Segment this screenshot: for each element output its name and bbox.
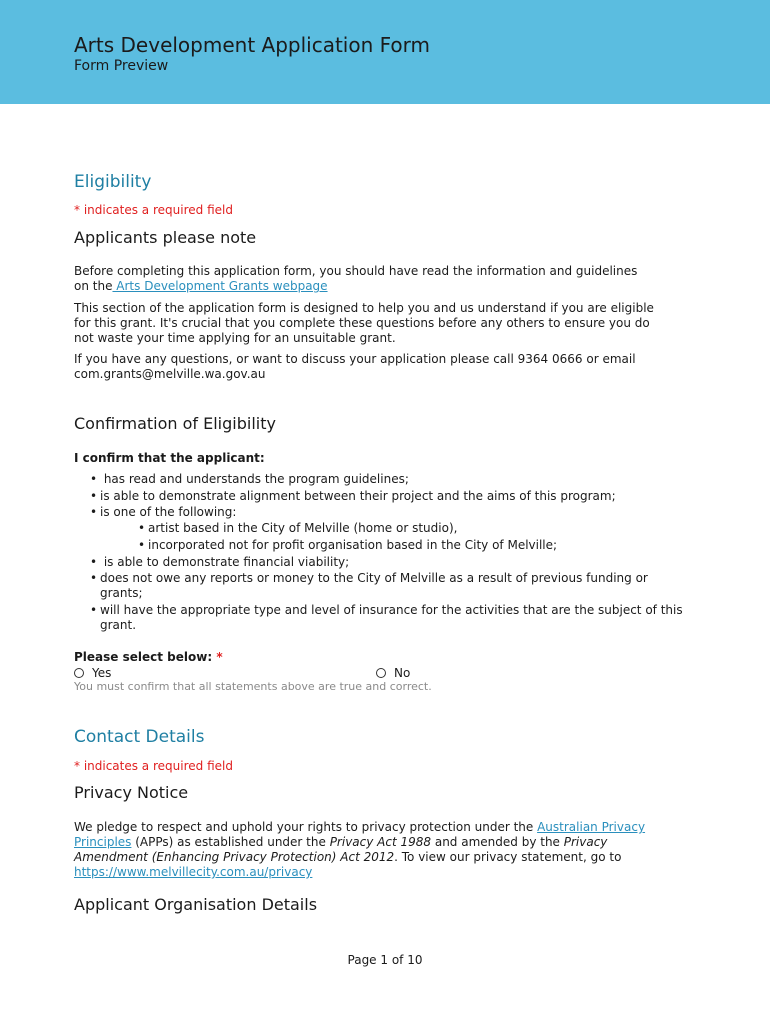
header-banner <box>0 0 770 104</box>
note-heading: Applicants please note <box>74 228 257 247</box>
privacy-text: (APPs) as established under the <box>131 835 330 849</box>
contact-title: Contact Details <box>74 727 205 747</box>
list-item: • does not owe any reports or money to the City of Melville as a result of previous funding or grants; <box>90 571 690 601</box>
grants-webpage-link[interactable]: Arts Development Grants webpage <box>112 279 328 293</box>
page-subtitle: Form Preview <box>74 58 169 74</box>
confirmation-heading: Confirmation of Eligibility <box>74 414 276 433</box>
radio-no-label: No <box>394 666 411 680</box>
radio-no[interactable] <box>376 666 410 680</box>
list-item: • is one of the following: <box>90 505 690 520</box>
privacy-amendment-act: Privacy Amendment (Enhancing Privacy Protection) Act 2012 <box>74 835 608 864</box>
app-link[interactable]: Australian Privacy Principles <box>74 820 646 849</box>
contact-paragraph: If you have any questions, or want to discuss your application please call 9364 0666 or email com.grants@melville.wa.gov.au <box>74 352 636 381</box>
required-note: * indicates a required field <box>74 759 233 773</box>
privacy-text: and amended by the <box>431 835 564 849</box>
list-item: • is able to demonstrate financial viability; <box>90 554 690 571</box>
list-item: • is able to demonstrate alignment between their project and the aims of this program; <box>90 488 690 505</box>
radio-yes-label: Yes <box>92 666 112 680</box>
eligibility-title: Eligibility <box>74 172 152 192</box>
intro-paragraph <box>74 264 654 294</box>
select-label-text: Please select below: <box>74 650 213 664</box>
purpose-paragraph: This section of the application form is designed to help you and us understand if you are eligible for this grant. It's crucial that you complete these questions before any others to ensure you do not waste your time applying for an unsuitable grant. <box>74 301 654 345</box>
required-star: * <box>216 650 223 664</box>
confirmation-intro: I confirm that the applicant: <box>74 451 265 465</box>
eligibility-list <box>90 471 690 635</box>
privacy-paragraph <box>74 820 654 880</box>
list-item: • will have the appropriate type and level of insurance for the activities that are the subject of this grant. <box>90 603 690 633</box>
page-title: Arts Development Application Form <box>74 33 431 57</box>
intro-text: Before completing this application form, you should have read the information and guidelines on the <box>74 264 638 293</box>
required-note: * indicates a required field <box>74 203 233 217</box>
list-item: • incorporated not for profit organisation based in the City of Melville; <box>90 537 690 554</box>
select-label <box>74 650 223 664</box>
radio-circle-icon[interactable] <box>376 668 386 678</box>
confirm-hint: You must confirm that all statements above are true and correct. <box>74 680 432 693</box>
privacy-act: Privacy Act 1988 <box>329 835 432 849</box>
privacy-statement-link[interactable]: https://www.melvillecity.com.au/privacy <box>74 865 313 879</box>
list-item: • artist based in the City of Melville (home or studio), <box>90 520 690 537</box>
radio-yes[interactable] <box>74 666 111 680</box>
page-number: Page 1 of 10 <box>347 953 423 967</box>
radio-circle-icon[interactable] <box>74 668 84 678</box>
privacy-text: . To view our privacy statement, go to <box>394 850 622 864</box>
privacy-heading: Privacy Notice <box>74 783 189 802</box>
org-details-heading: Applicant Organisation Details <box>74 895 318 914</box>
list-item: • has read and understands the program guidelines; <box>90 471 690 488</box>
privacy-text: We pledge to respect and uphold your rights to privacy protection under the <box>74 820 538 834</box>
